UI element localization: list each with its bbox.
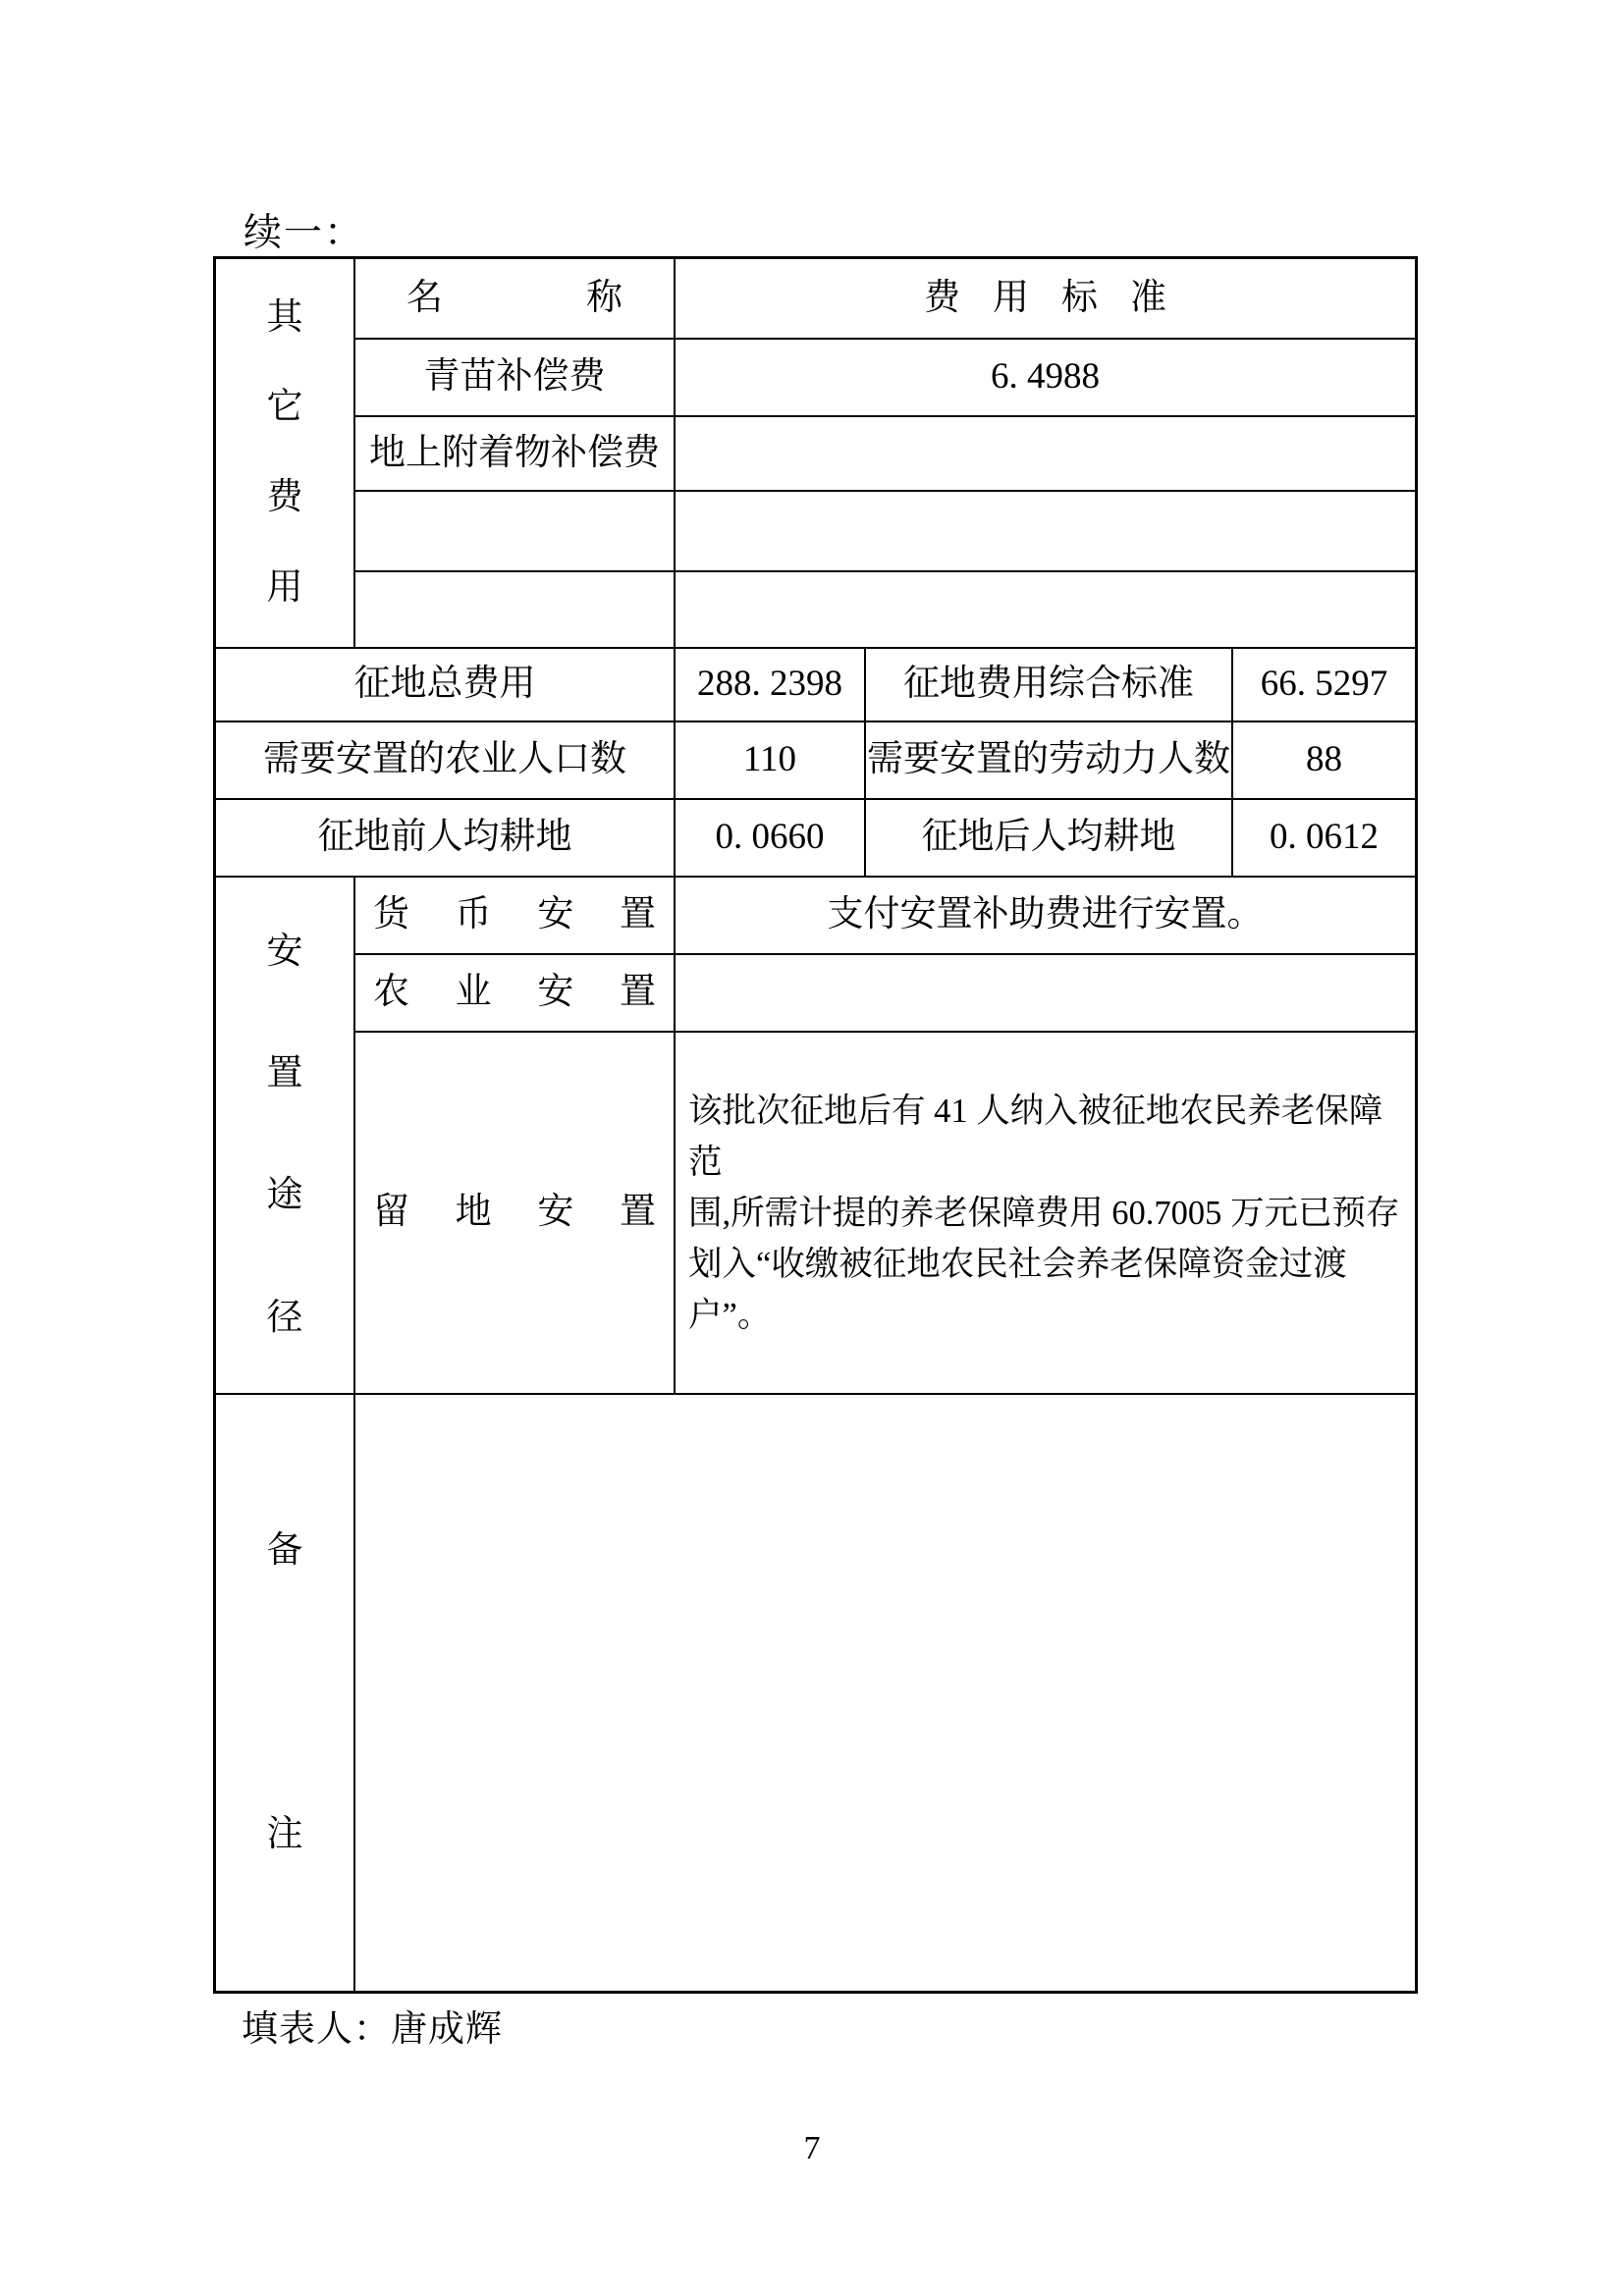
post-expropriation-land-label: 征地后人均耕地 (864, 798, 1231, 876)
fee-row-name (353, 490, 674, 570)
label-char: 准 (1130, 277, 1166, 318)
composite-standard-label: 征地费用综合标准 (864, 647, 1231, 721)
total-cost-label: 征地总费用 (216, 647, 674, 721)
label-char: 费 (924, 277, 960, 318)
label-char: 货 (373, 894, 409, 935)
label-char: 置 (266, 1053, 303, 1095)
reserved-land-resettlement-text (674, 1031, 1415, 1393)
fee-row-value: 6. 4988 (674, 338, 1415, 415)
label-char: 名 (406, 277, 443, 318)
agricultural-resettlement-text (674, 953, 1415, 1031)
label-char: 标 (1061, 277, 1098, 318)
label-char: 注 (266, 1814, 303, 1855)
composite-standard-value: 66. 5297 (1231, 647, 1415, 721)
page-number: 7 (803, 2130, 821, 2166)
label-char: 安 (537, 894, 574, 935)
label-char: 费 (266, 477, 303, 518)
paragraph-line: 划入“收缴被征地农民社会养老保障资金过渡户”。 (688, 1245, 1347, 1334)
column-header-name (353, 259, 674, 338)
land-expropriation-table (213, 256, 1418, 1994)
label-char: 径 (266, 1297, 303, 1338)
label-char: 地 (455, 1192, 492, 1233)
total-cost-value: 288. 2398 (674, 647, 864, 721)
label-char: 称 (586, 277, 623, 318)
label-char: 途 (266, 1175, 303, 1216)
section-header-remarks (216, 1393, 353, 1991)
label-char: 业 (455, 972, 492, 1013)
paragraph-line: 围,所需计提的养老保障费用 60.7005 万元已预存 (688, 1194, 1400, 1232)
label-char: 它 (266, 387, 303, 428)
label-char: 用 (993, 277, 1029, 318)
agricultural-resettlement-label (353, 953, 674, 1031)
label-char: 置 (619, 894, 656, 935)
pre-expropriation-land-value: 0. 0660 (674, 798, 864, 876)
labor-count-value: 88 (1231, 721, 1415, 798)
fee-row-name: 地上附着物补偿费 (353, 415, 674, 490)
remarks-content (353, 1393, 1415, 1991)
column-header-fee-standard (674, 259, 1415, 338)
label-char: 安 (266, 931, 303, 972)
continuation-label: 续一： (244, 212, 365, 254)
label-char: 备 (266, 1529, 303, 1571)
label-char: 币 (455, 894, 492, 935)
fee-row-value (674, 570, 1415, 647)
monetary-resettlement-label (353, 876, 674, 953)
label-char: 其 (266, 296, 303, 338)
fee-row-value (674, 415, 1415, 490)
label-char: 置 (619, 1192, 656, 1233)
agri-population-value: 110 (674, 721, 864, 798)
labor-count-label: 需要安置的劳动力人数 (864, 721, 1231, 798)
paragraph-line: 该批次征地后有 41 人纳入被征地农民养老保障范 (688, 1092, 1383, 1181)
pre-expropriation-land-label: 征地前人均耕地 (216, 798, 674, 876)
fee-row-value (674, 490, 1415, 570)
post-expropriation-land-value: 0. 0612 (1231, 798, 1415, 876)
section-header-resettlement (216, 876, 353, 1393)
filled-by-label: 填表人：唐成辉 (242, 2009, 503, 2050)
fee-row-name (353, 570, 674, 647)
label-char: 用 (266, 566, 303, 608)
fee-row-name: 青苗补偿费 (353, 338, 674, 415)
reserved-land-resettlement-label (353, 1031, 674, 1393)
label-char: 农 (373, 972, 409, 1013)
agri-population-label: 需要安置的农业人口数 (216, 721, 674, 798)
label-char: 安 (537, 1192, 574, 1233)
label-char: 置 (619, 972, 656, 1013)
monetary-resettlement-text: 支付安置补助费进行安置。 (674, 876, 1415, 953)
label-char: 留 (373, 1192, 409, 1233)
section-header-other-fees (216, 259, 353, 647)
label-char: 安 (537, 972, 574, 1013)
